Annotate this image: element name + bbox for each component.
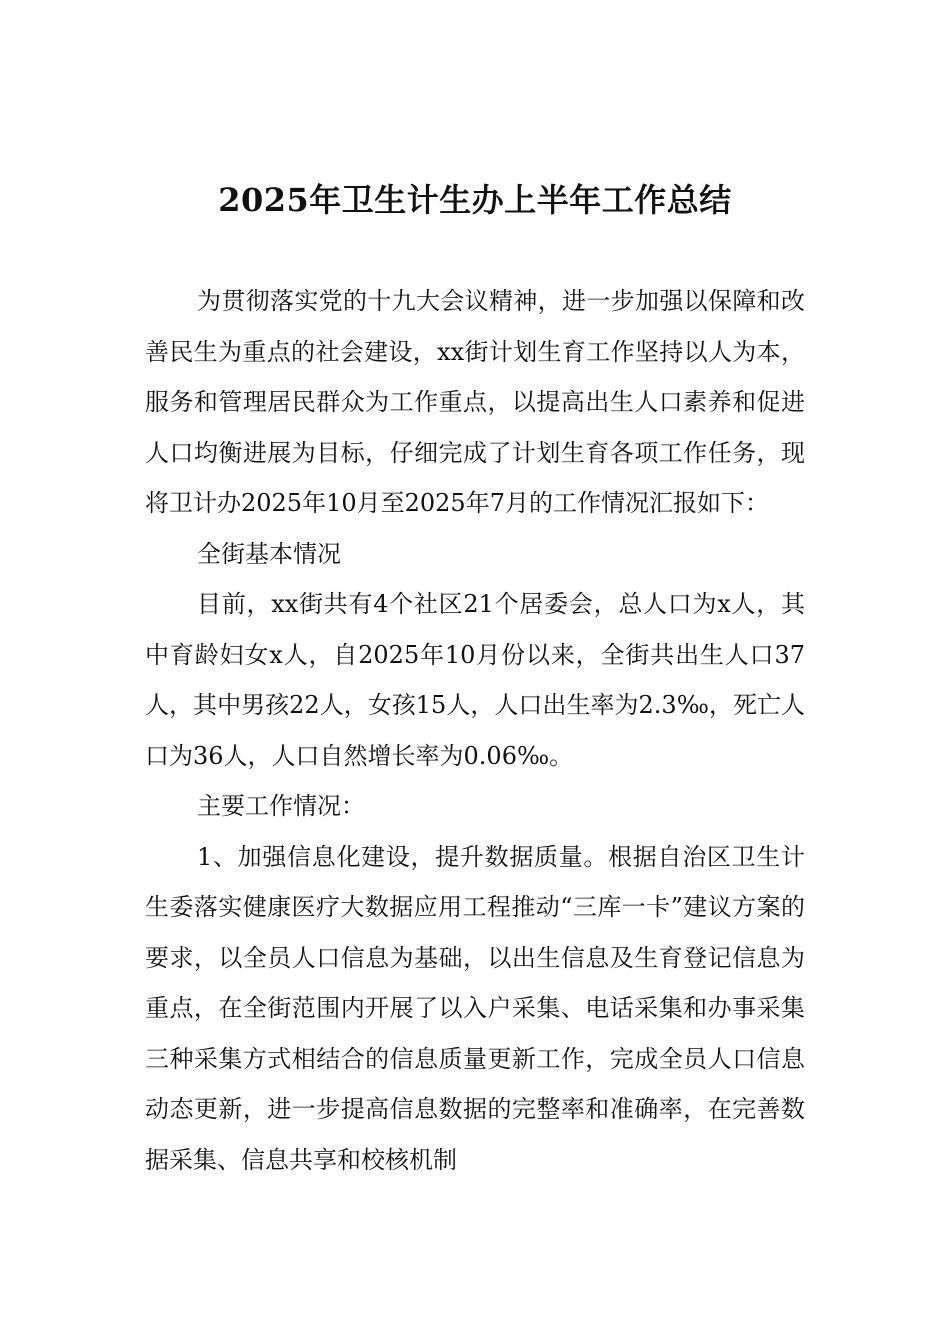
- paragraph-intro: 为贯彻落实党的十九大会议精神，进一步加强以保障和改善民生为重点的社会建设，xx街计划生育工作坚持以人为本，服务和管理居民群众为工作重点，以提高出生人口素养和促进人口均衡进展为目标，仔细完成了计划生育各项工作任务，现将卫计办2025年10月至2025年7月的工作情况汇报如下：: [145, 287, 805, 517]
- document-title: 2025年卫生计生办上半年工作总结: [218, 181, 732, 219]
- document-body: [145, 276, 805, 1185]
- paragraph-section-heading-basic: 全街基本情况: [197, 539, 341, 568]
- paragraph-item-1: 1、加强信息化建设，提升数据质量。根据自治区卫生计生委落实健康医疗大数据应用工程推动“三库一卡”建议方案的要求，以全员人口信息为基础，以出生信息及生育登记信息为重点，在全街范围内开展了以入户采集、电话采集和办事采集三种采集方式相结合的信息质量更新工作，完成全员人口信息动态更新，进一步提高信息数据的完整率和准确率，在完善数据采集、信息共享和校核机制: [145, 842, 805, 1174]
- paragraph-basic-stats: 目前，xx街共有4个社区21个居委会，总人口为x人，其中育龄妇女x人，自2025年10月份以来，全街共出生人口37人，其中男孩22人，女孩15人，人口出生率为2.3‰，死亡人口为36人，人口自然增长率为0.06‰。: [145, 590, 805, 770]
- paragraph-section-heading-main-work: 主要工作情况：: [197, 792, 365, 820]
